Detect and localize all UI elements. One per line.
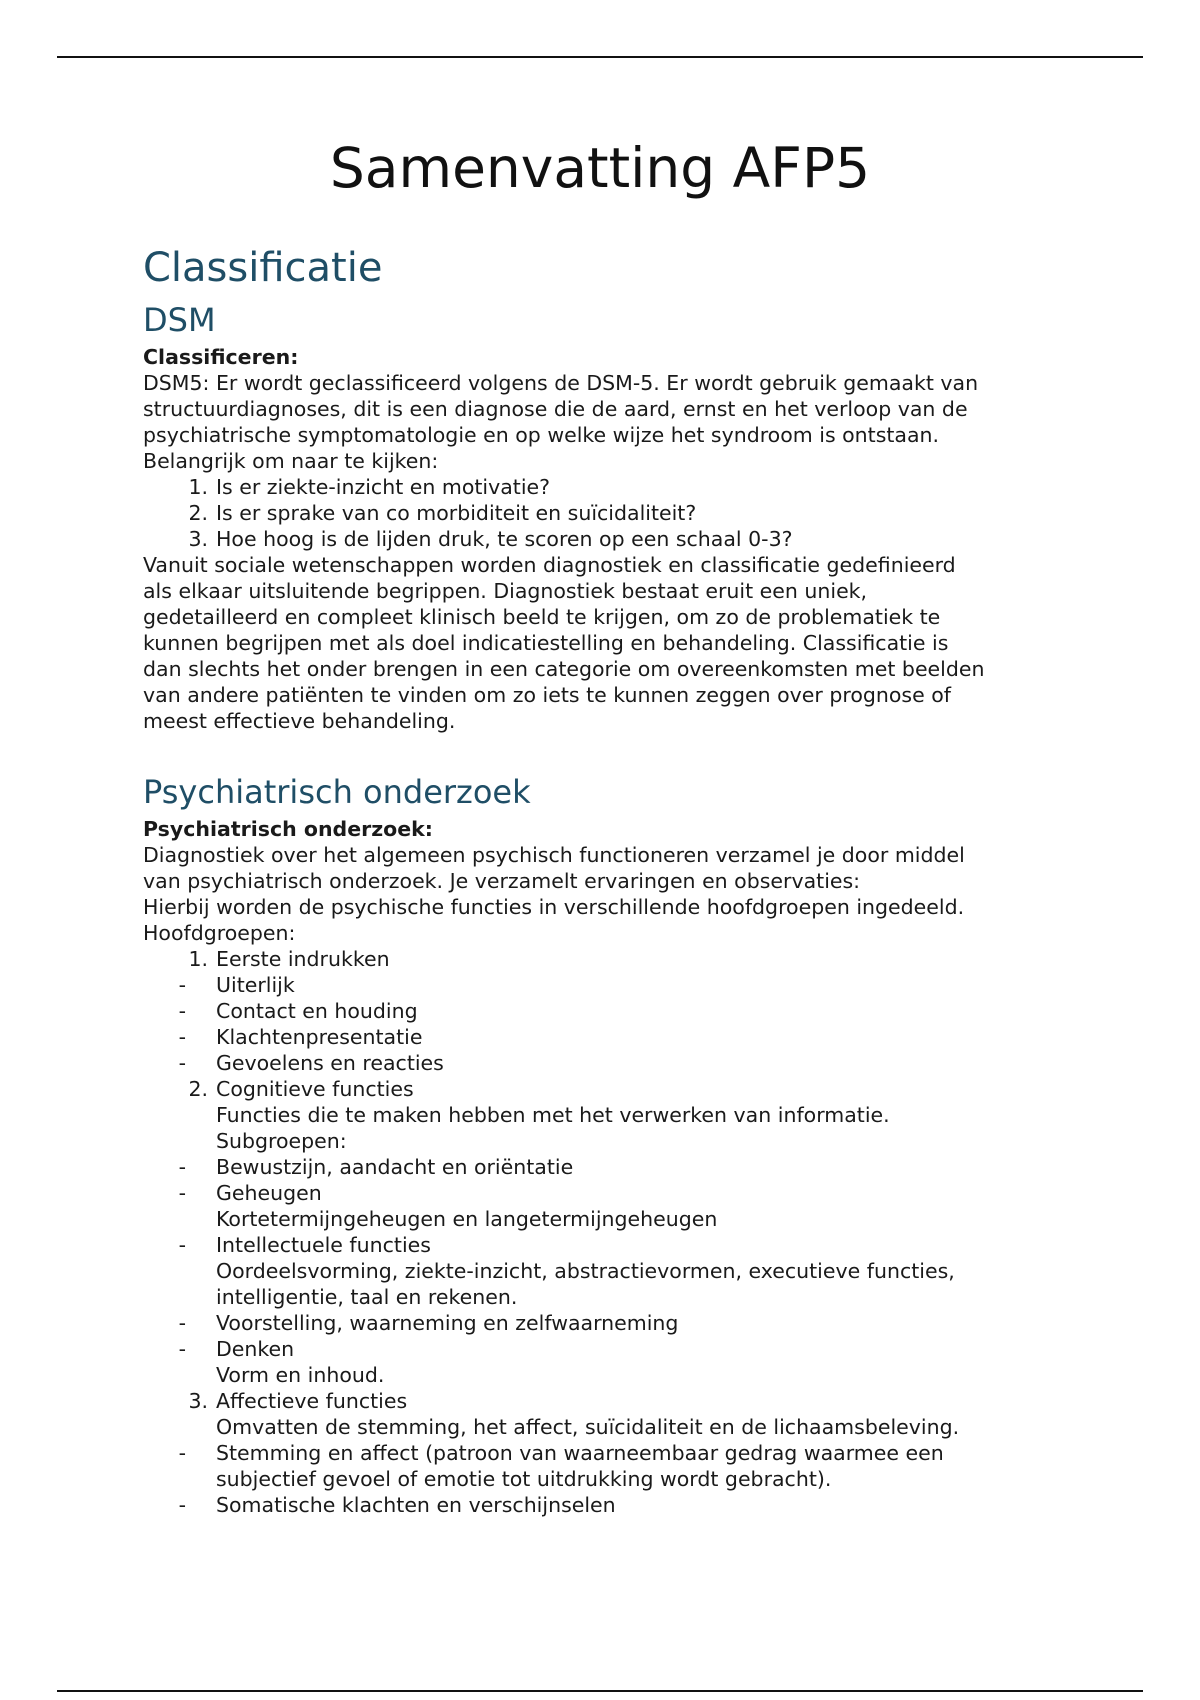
list-marker: [143, 1362, 216, 1388]
text-line: gedetailleerd en compleet klinisch beeld te krijgen, om zo de problematiek te: [143, 605, 941, 629]
text-line: DSM5: Er wordt geclassificeerd volgens de DSM-5. Er wordt gebruik gemaakt van: [143, 371, 979, 395]
list-item-text: Contact en houding: [216, 999, 418, 1023]
psych-block: [143, 816, 1083, 1518]
list-item-text: Oordeelsvorming, ziekte-inzicht, abstractievormen, executieve functies,: [216, 1259, 955, 1283]
text-line: kunnen begrijpen met als doel indicatiestelling en behandeling. Classificatie is: [143, 631, 949, 655]
psych-intro: [143, 842, 1083, 946]
list-item: [143, 474, 1083, 500]
list-marker: -: [178, 1051, 186, 1075]
list-marker: [143, 1284, 216, 1310]
list-item: [143, 1076, 1083, 1102]
list-item: [143, 972, 1083, 998]
list-item-text: Cognitieve functies: [216, 1077, 414, 1101]
list-item-text: Omvatten de stemming, het affect, suïcidaliteit en de lichaamsbeleving.: [216, 1415, 960, 1439]
text-line: Hierbij worden de psychische functies in verschillende hoofdgroepen ingedeeld.: [143, 895, 965, 919]
text-line: Belangrijk om naar te kijken:: [143, 449, 439, 473]
dsm-paragraph: [143, 552, 1083, 734]
list-item: [143, 1440, 1083, 1466]
list-item: [143, 1102, 1083, 1128]
text-line: als elkaar uitsluitende begrippen. Diagnostiek bestaat eruit een uniek,: [143, 579, 868, 603]
list-marker: 3.: [188, 527, 208, 551]
text-line: structuurdiagnoses, dit is een diagnose die de aard, ernst en het verloop van de: [143, 397, 968, 421]
dsm-question-list: [143, 474, 1083, 552]
list-item: [143, 1310, 1083, 1336]
list-marker: 2.: [188, 1077, 208, 1101]
text-line: Vanuit sociale wetenschappen worden diagnostiek en classificatie gedefinieerd: [143, 553, 956, 577]
list-item: [143, 1154, 1083, 1180]
dsm-label: Classificeren:: [143, 345, 299, 369]
list-item-text: Voorstelling, waarneming en zelfwaarneming: [216, 1311, 679, 1335]
list-item: [143, 1180, 1083, 1206]
list-marker: -: [178, 1025, 186, 1049]
list-item-text: Gevoelens en reacties: [216, 1051, 444, 1075]
text-line: meest effectieve behandeling.: [143, 709, 456, 733]
list-item: [143, 1388, 1083, 1414]
list-item: [143, 1492, 1083, 1518]
list-item-text: Hoe hoog is de lijden druk, te scoren op een schaal 0-3?: [216, 527, 793, 551]
list-marker: -: [178, 1337, 186, 1361]
list-marker: -: [178, 1311, 186, 1335]
list-item: [143, 998, 1083, 1024]
list-item: [143, 1336, 1083, 1362]
list-marker: [143, 1128, 216, 1154]
list-item-text: intelligentie, taal en rekenen.: [216, 1285, 518, 1309]
list-marker: -: [178, 1441, 186, 1465]
psych-item-list: [143, 946, 1083, 1518]
list-item: [143, 1128, 1083, 1154]
list-marker: -: [178, 973, 186, 997]
text-line: van psychiatrisch onderzoek. Je verzamelt ervaringen en observaties:: [143, 869, 861, 893]
list-item-text: Somatische klachten en verschijnselen: [216, 1493, 616, 1517]
list-item: [143, 1362, 1083, 1388]
list-marker: [143, 1206, 216, 1232]
subheading-psychiatrisch-onderzoek: Psychiatrisch onderzoek: [143, 773, 531, 811]
document-title: Samenvatting AFP5: [329, 136, 871, 200]
list-item-text: Kortetermijngeheugen en langetermijngeheugen: [216, 1207, 718, 1231]
document-body: [143, 240, 1083, 1518]
list-item: [143, 946, 1083, 972]
list-item-text: Affectieve functies: [216, 1389, 408, 1413]
list-item-text: Bewustzijn, aandacht en oriëntatie: [216, 1155, 574, 1179]
list-item-text: Geheugen: [216, 1181, 322, 1205]
list-marker: 1.: [188, 475, 208, 499]
text-line: dan slechts het onder brengen in een categorie om overeenkomsten met beelden: [143, 657, 985, 681]
list-marker: [143, 1102, 216, 1128]
dsm-block: [143, 344, 1083, 734]
list-marker: 2.: [188, 501, 208, 525]
list-item-text: Uiterlijk: [216, 973, 295, 997]
list-item-text: Is er sprake van co morbiditeit en suïcidaliteit?: [216, 501, 697, 525]
list-item-text: Stemming en affect (patroon van waarneembaar gedrag waarmee een: [216, 1441, 944, 1465]
list-item: [143, 1284, 1083, 1310]
text-line: Hoofdgroepen:: [143, 921, 296, 945]
list-item-text: Is er ziekte-inzicht en motivatie?: [216, 475, 551, 499]
list-item-text: Klachtenpresentatie: [216, 1025, 423, 1049]
list-marker: -: [178, 1493, 186, 1517]
list-item: [143, 500, 1083, 526]
list-item-text: subjectief gevoel of emotie tot uitdrukking wordt gebracht).: [216, 1467, 832, 1491]
list-marker: -: [178, 1155, 186, 1179]
text-line: van andere patiënten te vinden om zo iets te kunnen zeggen over prognose of: [143, 683, 951, 707]
list-item-text: Vorm en inhoud.: [216, 1363, 385, 1387]
text-line: Diagnostiek over het algemeen psychisch functioneren verzamel je door middel: [143, 843, 965, 867]
list-marker: [143, 1466, 216, 1492]
list-item-text: Subgroepen:: [216, 1129, 347, 1153]
list-item-text: Denken: [216, 1337, 295, 1361]
list-item: [143, 1414, 1083, 1440]
list-item: [143, 1466, 1083, 1492]
list-marker: [143, 1414, 216, 1440]
psych-label: Psychiatrisch onderzoek:: [143, 817, 433, 841]
list-marker: 1.: [188, 947, 208, 971]
bottom-rule: [57, 1690, 1143, 1692]
list-item-text: Eerste indrukken: [216, 947, 390, 971]
list-marker: [143, 1258, 216, 1284]
text-line: psychiatrische symptomatologie en op welke wijze het syndroom is ontstaan.: [143, 423, 940, 447]
list-item: [143, 1050, 1083, 1076]
list-item: [143, 526, 1083, 552]
list-item-text: Functies die te maken hebben met het verwerken van informatie.: [216, 1103, 890, 1127]
section-heading-classificatie: Classificatie: [143, 245, 383, 291]
list-marker: -: [178, 1181, 186, 1205]
list-item: [143, 1024, 1083, 1050]
list-item: [143, 1232, 1083, 1258]
list-item-text: Intellectuele functies: [216, 1233, 431, 1257]
dsm-intro: [143, 370, 1083, 474]
list-item: [143, 1258, 1083, 1284]
subheading-dsm: DSM: [143, 301, 216, 339]
list-marker: -: [178, 1233, 186, 1257]
list-item: [143, 1206, 1083, 1232]
top-rule: [57, 56, 1143, 58]
list-marker: -: [178, 999, 186, 1023]
list-marker: 3.: [188, 1389, 208, 1413]
